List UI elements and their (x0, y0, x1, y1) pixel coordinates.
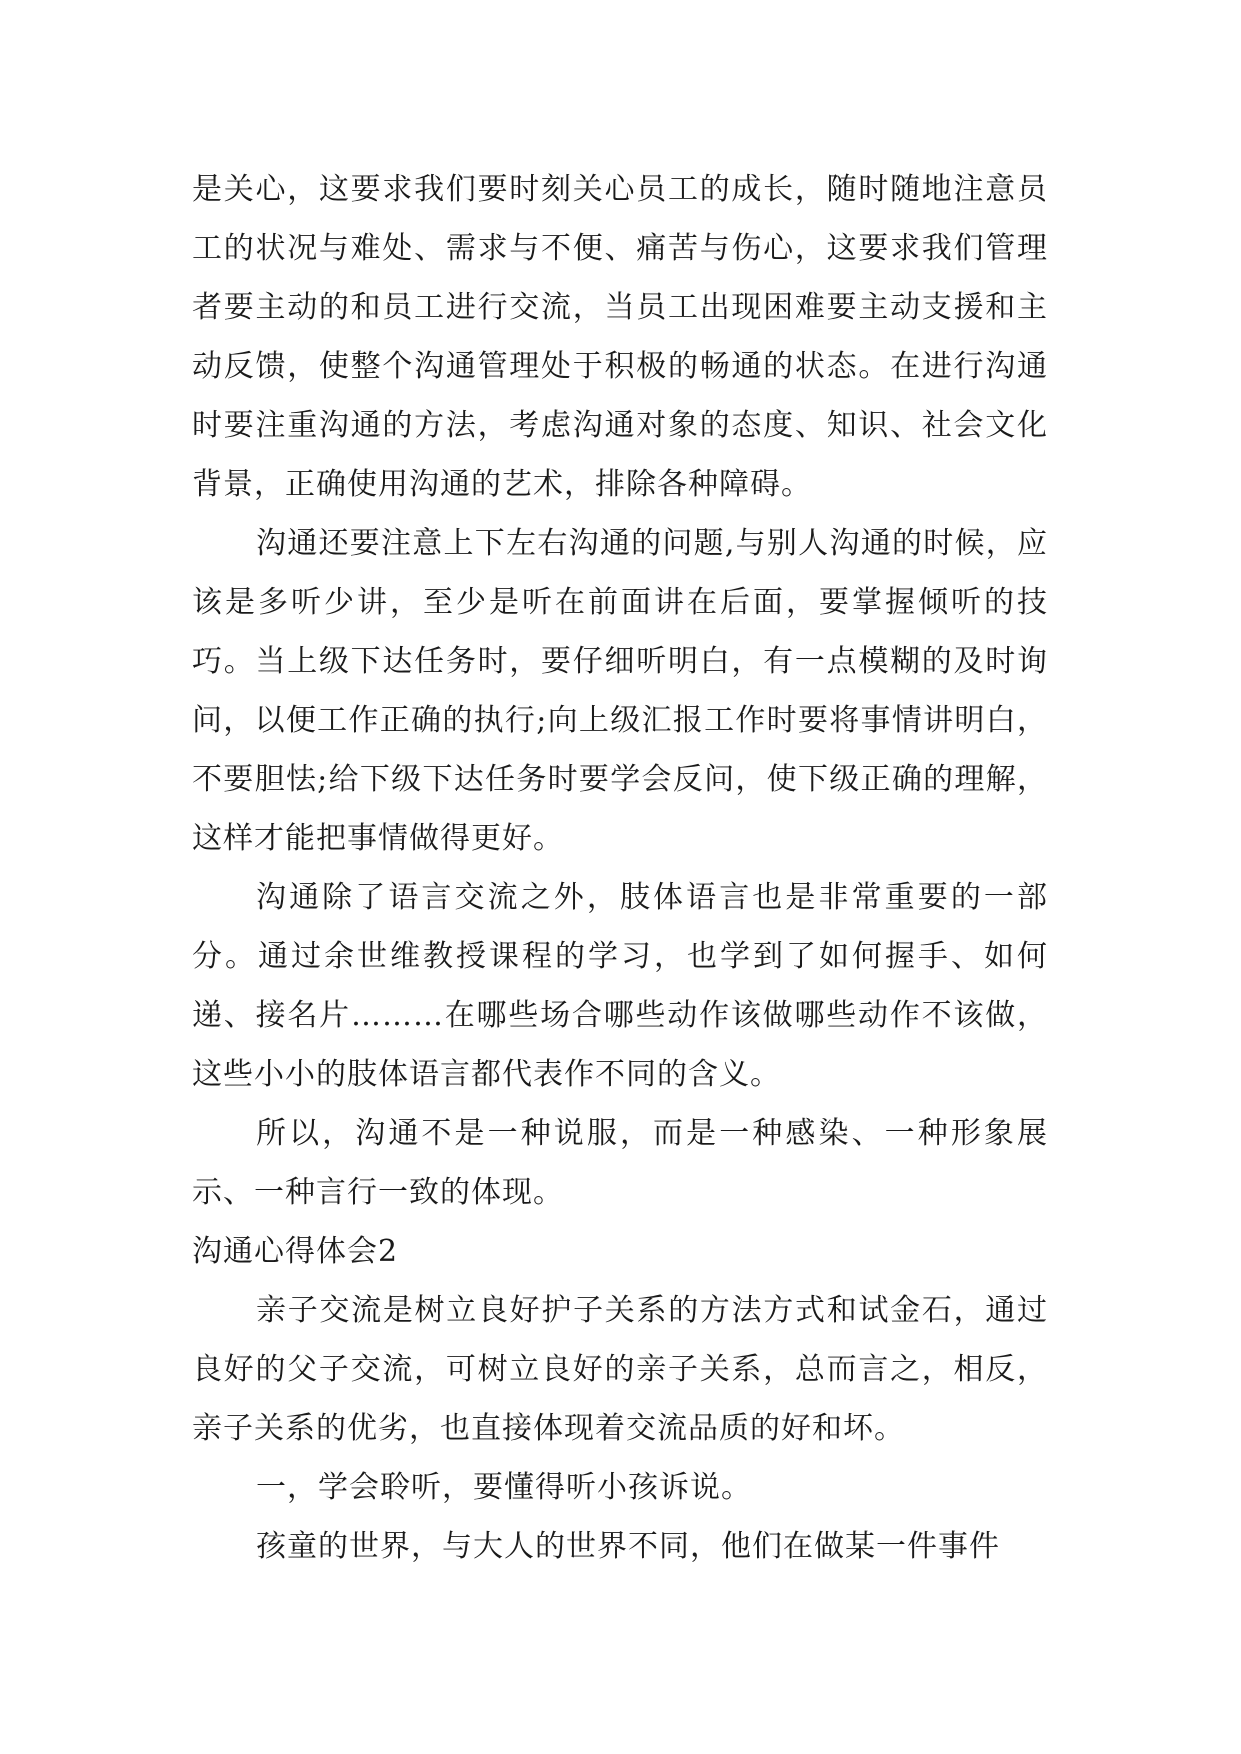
paragraph-child-world: 孩童的世界，与大人的世界不同，他们在做某一件事件 (256, 1529, 1000, 1564)
paragraph-management-care: 是关心，这要求我们要时刻关心员工的成长，随时随地注意员工的状况与难处、需求与不便、痛苦与伤心，这要求我们管理者要主动的和员工进行交流，当员工出现困难要主动支援和主动反馈，使整个沟通管理处于积极的畅通的状态。在进行沟通时要注重沟通的方法，考虑沟通对象的态度、知识、社会文化背景，正确使用沟通的艺术，排除各种障碍。 (192, 172, 1048, 502)
paragraph-listening-skills: 沟通还要注意上下左右沟通的问题,与别人沟通的时候，应该是多听少讲，至少是听在前面讲在后面，要掌握倾听的技巧。当上级下达任务时，要仔细听明白，有一点模糊的及时询问，以便工作正确的执行;向上级汇报工作时要将事情讲明白，不要胆怯;给下级下达任务时要学会反问，使下级正确的理解，这样才能把事情做得更好。 (192, 526, 1048, 856)
paragraph-conclusion: 所以，沟通不是一种说服，而是一种感染、一种形象展示、一种言行一致的体现。 (192, 1116, 1048, 1210)
paragraph-point-one: 一，学会聆听，要懂得听小孩诉说。 (256, 1470, 752, 1505)
paragraph-body-language: 沟通除了语言交流之外，肢体语言也是非常重要的一部分。通过余世维教授课程的学习，也学到了如何握手、如何递、接名片………在哪些场合哪些动作该做哪些动作不该做，这些小小的肢体语言都代表作不同的含义。 (192, 880, 1048, 1092)
document-body (192, 160, 1048, 1576)
section-heading: 沟通心得体会2 (192, 1234, 399, 1269)
paragraph-parent-child: 亲子交流是树立良好护子关系的方法方式和试金石，通过良好的父子交流，可树立良好的亲子关系，总而言之，相反，亲子关系的优劣，也直接体现着交流品质的好和坏。 (192, 1293, 1048, 1446)
